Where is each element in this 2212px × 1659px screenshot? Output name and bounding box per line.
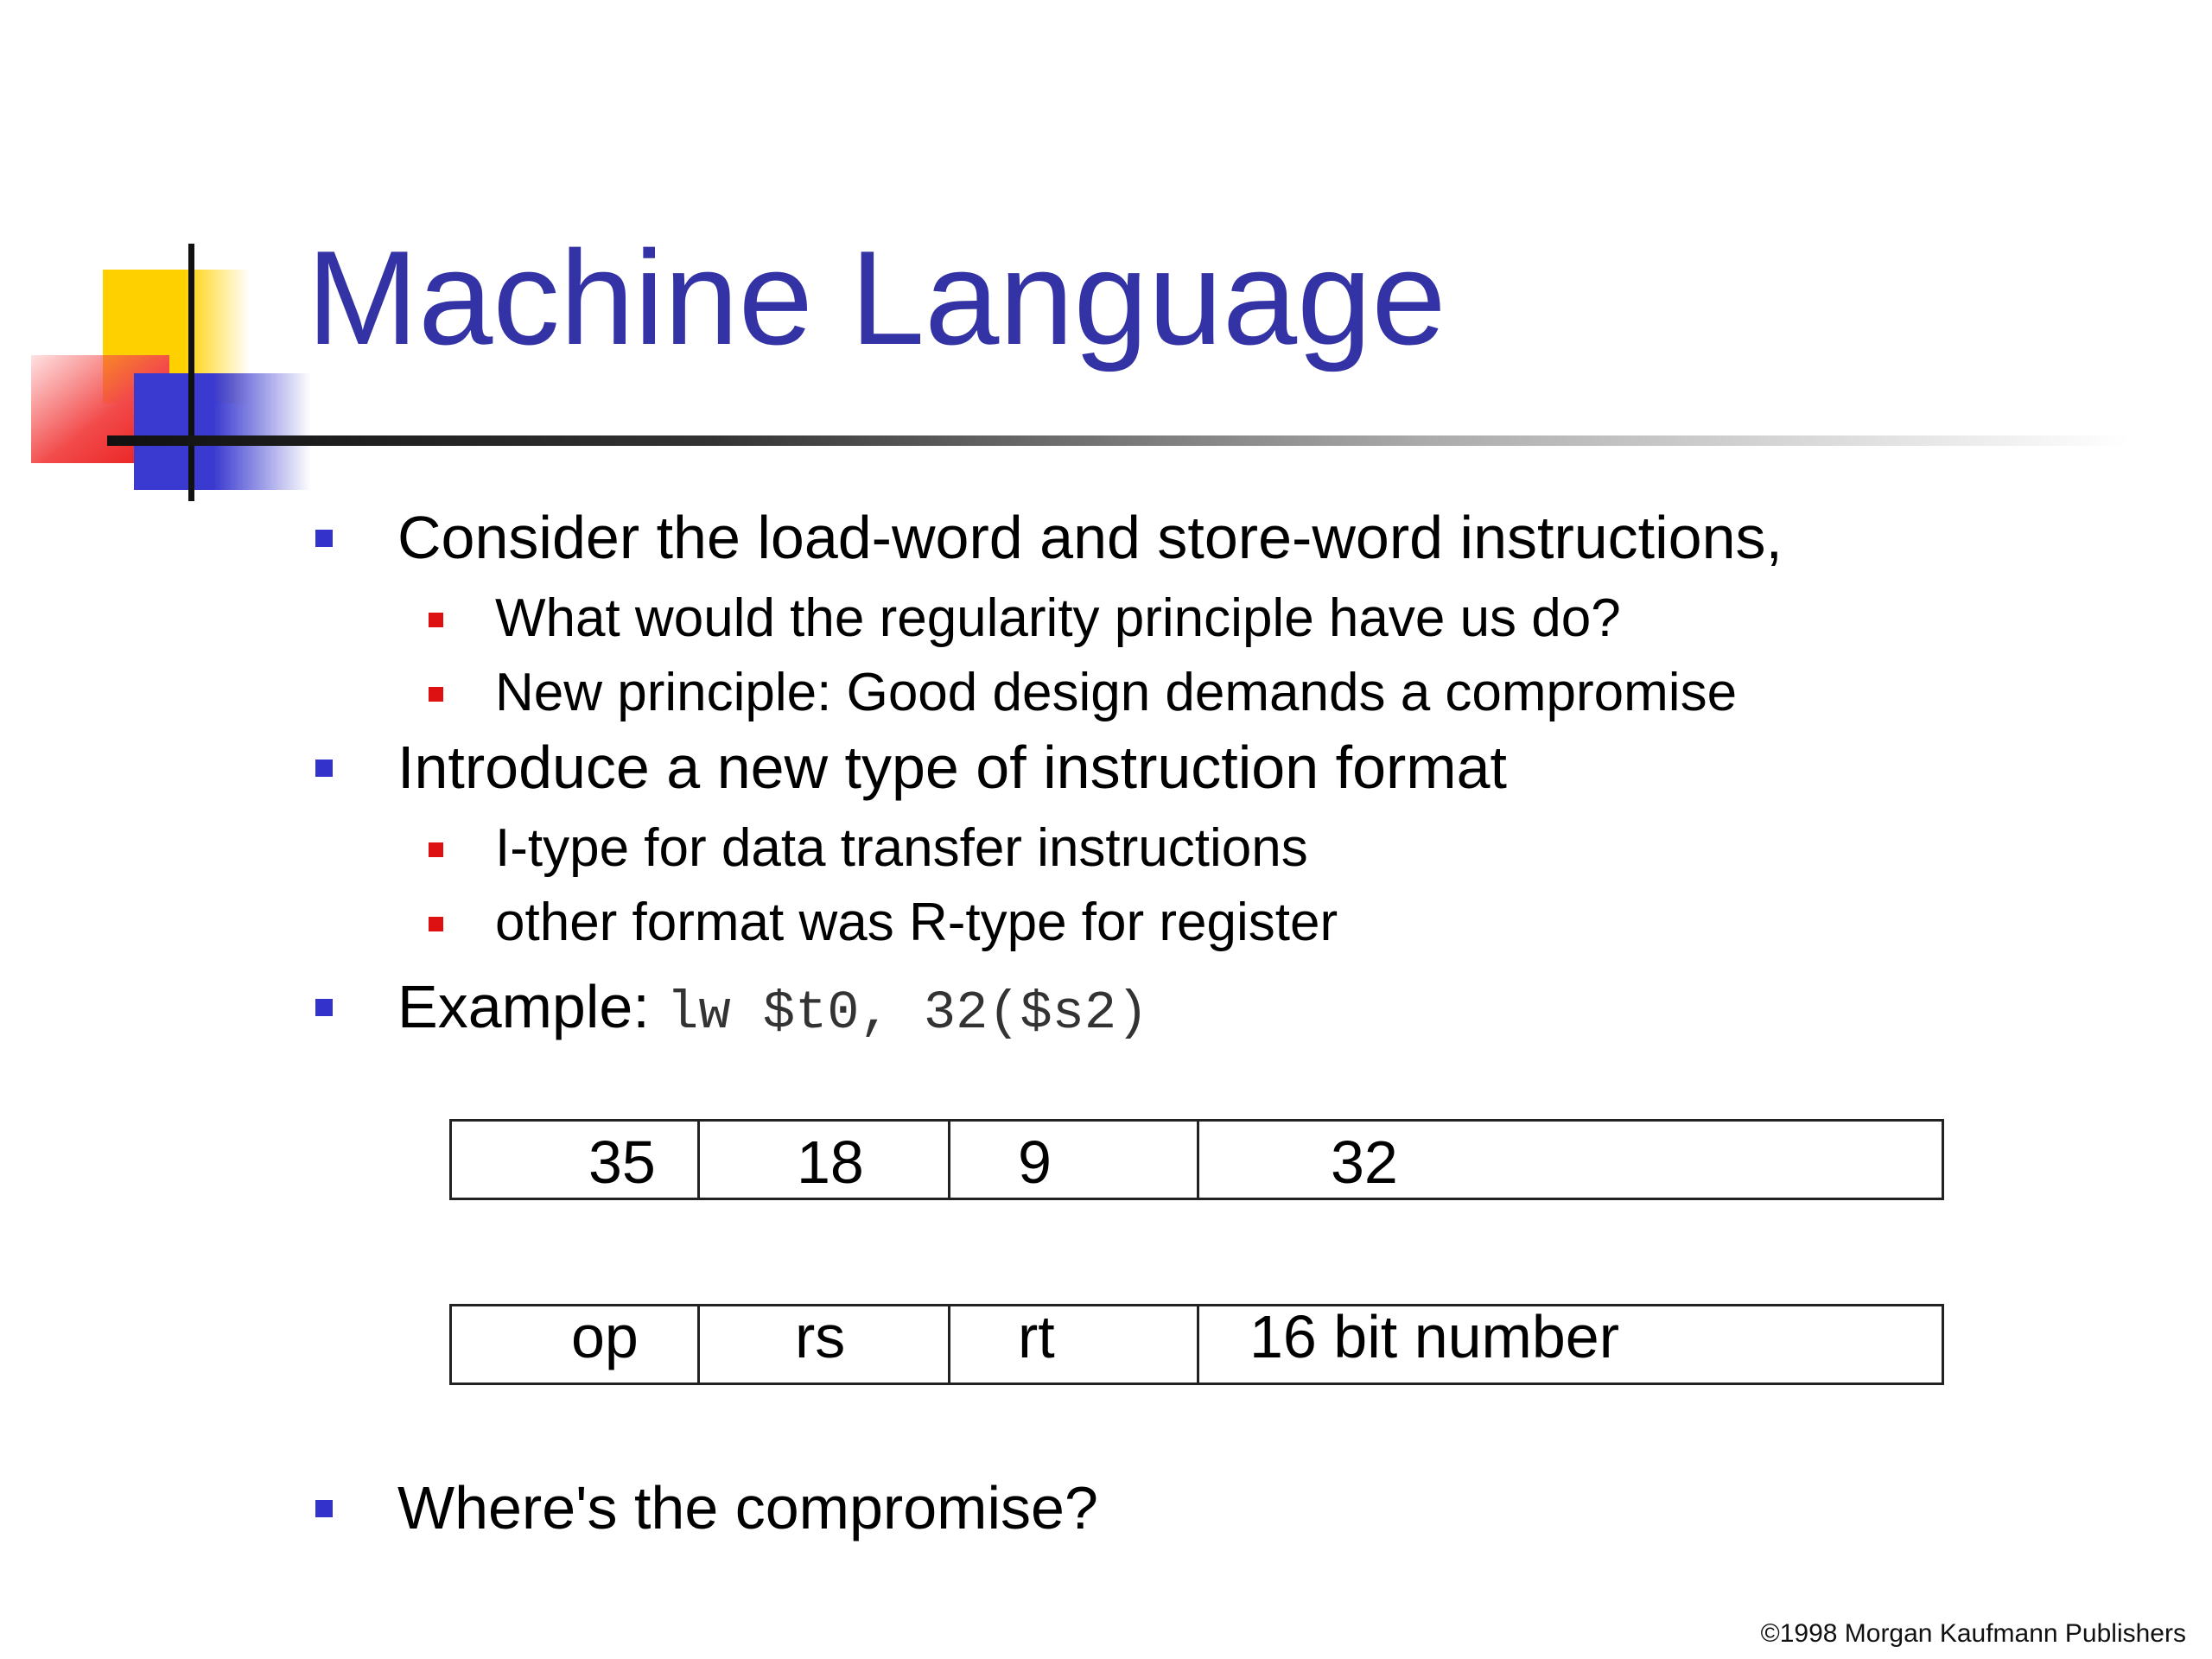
example-code: lw $t0, 32($s2) [666,982,1149,1044]
bullet-marker [315,760,333,777]
slide-title: Machine Language [307,223,1446,372]
field-rt-value [950,1122,1199,1198]
example-label: Example: [397,973,667,1040]
field-value-text: 18 [797,1128,864,1196]
field-value-text: 9 [1018,1128,1052,1196]
bullet-compromise [397,1469,1098,1547]
bullet-text: Consider the load-word and store-word instructions, [397,504,1783,571]
field-label-text: rs [795,1303,846,1370]
field-address-value [1199,1122,1942,1198]
field-label-text: 16 bit number [1249,1303,1620,1370]
copyright-notice: ©1998 Morgan Kaufmann Publishers [1760,1619,2186,1648]
field-rs-value [700,1122,950,1198]
field-op-label [452,1303,700,1382]
subbullet-regularity [495,584,1621,653]
field-value-text: 35 [588,1128,656,1196]
subbullet-new-principle [495,658,1737,728]
subbullet-itype [495,814,1308,883]
bullet-marker [315,999,333,1016]
bullet-example [397,968,1148,1052]
field-op-value [452,1122,700,1198]
logo-blue-square [134,373,311,490]
subbullet-text: I-type for data transfer instructions [495,818,1308,878]
field-value-text: 32 [1331,1128,1398,1196]
bullet-text: Where's the compromise? [397,1474,1098,1541]
instruction-fields-row [449,1304,1944,1385]
bullet-marker [315,530,333,547]
bullet-consider [397,499,1783,576]
subbullet-text: What would the regularity principle have us do? [495,588,1621,648]
field-address-label [1199,1303,1942,1382]
field-label-text: op [571,1303,639,1370]
subbullet-text: New principle: Good design demands a compromise [495,663,1738,722]
instruction-values-row [449,1119,1944,1200]
subbullet-marker [429,917,443,931]
bullet-introduce [397,728,1507,806]
subbullet-marker [429,613,443,627]
field-label-text: rt [1018,1303,1055,1370]
bullet-marker [315,1500,333,1517]
logo-vertical-line [188,244,194,501]
subbullet-text: other format was R-type for register [495,893,1338,952]
field-rs-label [700,1303,950,1382]
title-underline [107,435,2129,446]
subbullet-marker [429,687,443,702]
subbullet-marker [429,842,443,857]
field-rt-label [950,1303,1199,1382]
bullet-text: Introduce a new type of instruction format [397,734,1507,801]
subbullet-rtype [495,888,1338,957]
